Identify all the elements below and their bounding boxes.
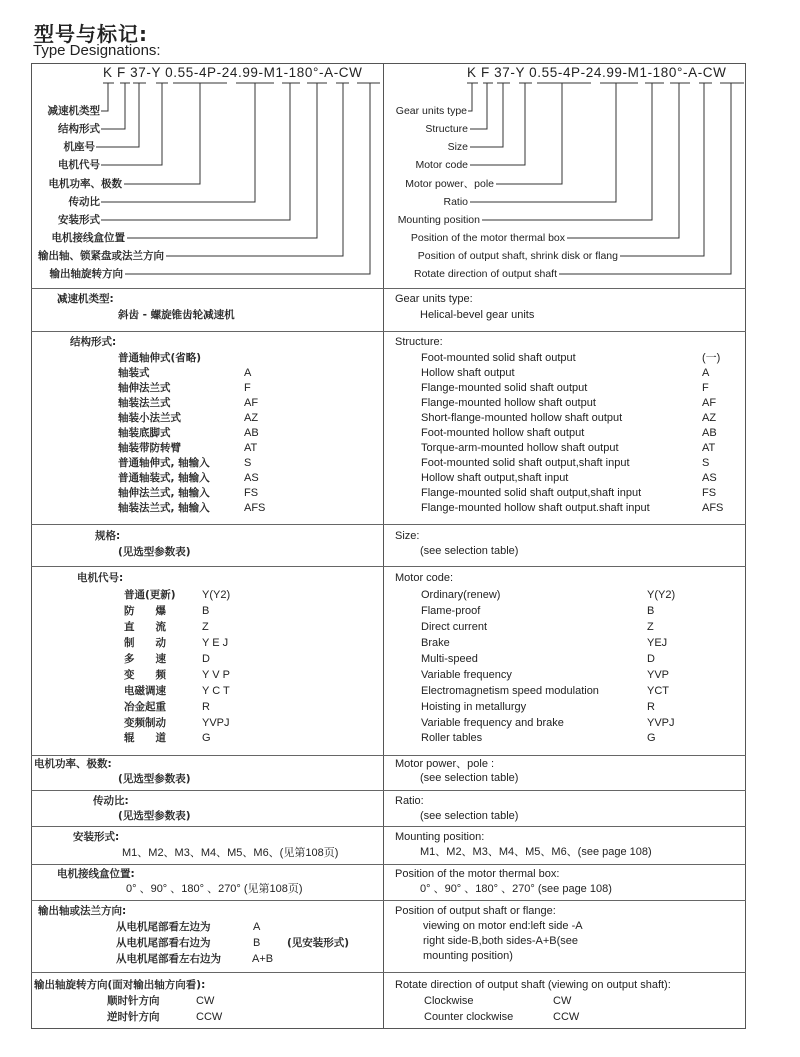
gear-type-title-en: Gear units type: — [395, 293, 473, 305]
label-motor-power-en: Motor power、pole — [405, 178, 494, 190]
list-item-code: AZ — [702, 412, 717, 424]
list-item: 从电机尾部看左右边为 — [116, 953, 221, 965]
page-title-en: Type Designations: — [33, 42, 161, 59]
list-item: Flange-mounted hollow shaft output.shaft input — [421, 502, 650, 514]
list-item: Flange-mounted solid shaft output — [421, 382, 588, 394]
list-item: 轴伸法兰式, 轴输入 — [118, 487, 210, 499]
list-item-code: (一) — [702, 352, 721, 364]
list-item-code: Z — [202, 621, 209, 633]
row-divider — [31, 566, 746, 567]
label-ratio-en: Ratio — [443, 196, 468, 208]
page-title-cn: 型号与标记: — [34, 22, 148, 46]
list-item-code: YEJ — [647, 637, 668, 649]
structure-title-en: Structure: — [395, 336, 443, 348]
list-item: Roller tables — [421, 732, 483, 744]
list-item: 普通轴装式, 轴输入 — [118, 472, 210, 484]
list-item-code: B — [647, 605, 655, 617]
output-shaft-line-en: viewing on motor end:left side -A — [423, 920, 583, 932]
list-item: Short-flange-mounted hollow shaft output — [421, 412, 623, 424]
motor-code-title-en: Motor code: — [395, 572, 454, 584]
list-item: Flange-mounted solid shaft output,shaft input — [421, 487, 642, 499]
mounting-value-en: M1、M2、M3、M4、M5、M6、(see page 108) — [420, 846, 652, 858]
list-item-code: A — [244, 367, 252, 379]
list-item: 冶金起重 — [124, 701, 166, 713]
column-divider — [383, 63, 384, 1029]
list-item: 轴装法兰式, 轴输入 — [118, 502, 210, 514]
thermal-box-value-en: 0° 、90° 、180° 、270° (see page 108) — [420, 883, 612, 895]
list-item: 从电机尾部看左边为 — [116, 921, 211, 933]
list-item: 顺时针方向 — [107, 995, 160, 1007]
gear-type-value-en: Helical-bevel gear units — [420, 309, 535, 321]
list-item-code: A — [702, 367, 710, 379]
list-item-code: S — [702, 457, 710, 469]
list-item-code: Z — [647, 621, 654, 633]
list-item: 逆时针方向 — [107, 1011, 160, 1023]
list-item-code: S — [244, 457, 252, 469]
list-item-code: CW — [196, 995, 215, 1007]
row-divider — [31, 288, 746, 289]
ratio-value-cn: (见选型参数表) — [118, 810, 191, 822]
ratio-value-en: (see selection table) — [420, 810, 519, 822]
list-item: 变频制动 — [124, 717, 166, 729]
list-item-code: YVPJ — [202, 717, 230, 729]
list-item-code: F — [702, 382, 709, 394]
label-motor-power-cn: 电机功率、极数 — [48, 178, 122, 190]
label-gear-type-en: Gear units type — [395, 105, 467, 117]
list-item: 多 速 — [124, 653, 166, 665]
output-shaft-title-cn: 输出轴或法兰方向: — [38, 905, 127, 917]
list-item: Foot-mounted solid shaft output — [421, 352, 576, 364]
motor-power-title-cn: 电机功率、极数: — [34, 758, 112, 770]
list-item: Counter clockwise — [424, 1011, 514, 1023]
list-item-code: AF — [244, 397, 259, 409]
motor-power-title-en: Motor power、pole : — [395, 758, 495, 770]
list-item-code: Y(Y2) — [647, 589, 676, 601]
label-structure-en: Structure — [425, 123, 468, 135]
list-item: Brake — [421, 637, 450, 649]
label-thermal-box-cn: 电机接线盒位置 — [51, 232, 125, 244]
list-item: 辊 道 — [124, 732, 166, 744]
list-item: 从电机尾部看右边为 — [116, 937, 211, 949]
list-item-code: AB — [702, 427, 717, 439]
list-item-code: G — [202, 732, 211, 744]
row-divider — [31, 826, 746, 827]
label-size-en: Size — [447, 141, 468, 153]
list-item: Hollow shaft output,shaft input — [421, 472, 569, 484]
label-rotation-en: Rotate direction of output shaft — [413, 268, 557, 280]
list-item: Torque-arm-mounted hollow shaft output — [421, 442, 619, 454]
list-item: Hollow shaft output — [421, 367, 515, 379]
row-divider — [31, 900, 746, 901]
thermal-box-value-cn: 0° 、90° 、180° 、270° (见第108页) — [126, 883, 303, 895]
label-motor-code-cn: 电机代号 — [58, 159, 100, 171]
list-item: Ordinary(renew) — [421, 589, 501, 601]
label-rotation-cn: 输出轴旋转方向 — [49, 268, 123, 280]
list-item-code: FS — [702, 487, 717, 499]
motor-code-title-cn: 电机代号: — [77, 572, 124, 584]
size-value-cn: (见选型参数表) — [118, 546, 191, 558]
list-item-code: AS — [702, 472, 717, 484]
label-output-shaft-cn: 输出轴、锁紧盘或法兰方向 — [38, 250, 164, 262]
list-item-code: B — [253, 937, 261, 949]
label-output-shaft-en: Position of output shaft, shrink disk or flang — [417, 250, 618, 262]
gear-type-title-cn: 减速机类型: — [57, 293, 114, 305]
list-item: 轴装小法兰式 — [118, 412, 181, 424]
list-item: Variable frequency — [421, 669, 512, 681]
label-motor-code-en: Motor code — [415, 159, 468, 171]
list-item-code: Y E J — [202, 637, 229, 649]
list-item: 轴装法兰式 — [118, 397, 171, 409]
list-item-code: Y(Y2) — [202, 589, 231, 601]
size-title-en: Size: — [395, 530, 420, 542]
list-item-code: A — [253, 921, 261, 933]
list-item: Flame-proof — [421, 605, 481, 617]
list-item-code: YVPJ — [647, 717, 675, 729]
list-item-code: AT — [702, 442, 716, 454]
motor-power-value-cn: (见选型参数表) — [118, 773, 191, 785]
list-item: Electromagnetism speed modulation — [421, 685, 599, 697]
list-item: 直 流 — [124, 621, 166, 633]
list-item-code: CW — [553, 995, 572, 1007]
list-item-code: AS — [244, 472, 259, 484]
label-mounting-en: Mounting position — [397, 214, 480, 226]
mounting-value-cn: M1、M2、M3、M4、M5、M6、(见第108页) — [122, 847, 339, 859]
list-item: 普通轴伸式, 轴输入 — [118, 457, 210, 469]
ratio-title-en: Ratio: — [395, 795, 424, 807]
list-item-code: R — [202, 701, 210, 713]
label-thermal-box-en: Position of the motor thermal box — [410, 232, 565, 244]
list-item: Foot-mounted solid shaft output,shaft input — [421, 457, 630, 469]
list-item-code: D — [202, 653, 210, 665]
list-item: Variable frequency and brake — [421, 717, 564, 729]
list-item-code: AFS — [244, 502, 266, 514]
output-shaft-line-en: right side-B,both sides-A+B(see — [423, 935, 578, 947]
label-ratio-cn: 传动比 — [68, 196, 100, 208]
list-item: 轴装底脚式 — [118, 427, 171, 439]
list-item-note: (见安装形式) — [287, 937, 350, 949]
structure-title-cn: 结构形式: — [70, 336, 117, 348]
list-item-code: AF — [702, 397, 717, 409]
thermal-box-title-en: Position of the motor thermal box: — [395, 868, 560, 880]
row-divider — [31, 864, 746, 865]
list-item-code: YCT — [647, 685, 669, 697]
list-item: 轴装式 — [118, 367, 150, 379]
output-shaft-title-en: Position of output shaft or flange: — [395, 905, 556, 917]
list-item: 普通轴伸式(省略) — [118, 352, 202, 364]
row-divider — [31, 331, 746, 332]
row-divider — [31, 790, 746, 791]
list-item: Multi-speed — [421, 653, 478, 665]
output-shaft-line-en: mounting position) — [423, 950, 513, 962]
gear-type-value-cn: 斜齿 - 螺旋锥齿轮减速机 — [118, 309, 235, 321]
list-item-code: D — [647, 653, 655, 665]
list-item-code: B — [202, 605, 210, 617]
mounting-title-en: Mounting position: — [395, 831, 485, 843]
list-item: Foot-mounted hollow shaft output — [421, 427, 585, 439]
list-item: 变 频 — [124, 669, 166, 681]
row-divider — [31, 524, 746, 525]
list-item-code: CCW — [553, 1011, 580, 1023]
list-item-code: Y V P — [202, 669, 230, 681]
designation-code-cn: K F 37-Y 0.55-4P-24.99-M1-180°-A-CW — [103, 65, 363, 80]
label-structure-cn: 结构形式 — [58, 123, 100, 135]
row-divider — [31, 972, 746, 973]
designation-code-en: K F 37-Y 0.55-4P-24.99-M1-180°-A-CW — [467, 65, 727, 80]
size-value-en: (see selection table) — [420, 545, 519, 557]
label-size-cn: 机座号 — [63, 141, 95, 153]
list-item: 轴伸法兰式 — [118, 382, 171, 394]
list-item-code: Y C T — [202, 685, 230, 697]
list-item-code: AZ — [244, 412, 259, 424]
list-item-code: CCW — [196, 1011, 223, 1023]
rotation-title-en: Rotate direction of output shaft (viewing on output shaft): — [395, 979, 671, 991]
list-item-code: G — [647, 732, 656, 744]
list-item: Clockwise — [424, 995, 474, 1007]
rotation-title-cn: 输出轴旋转方向(面对输出轴方向看): — [34, 979, 206, 991]
label-gear-type-cn: 减速机类型 — [47, 105, 100, 117]
list-item-code: YVP — [647, 669, 670, 681]
list-item: Hoisting in metallurgy — [421, 701, 527, 713]
ratio-title-cn: 传动比: — [93, 795, 129, 807]
list-item-code: R — [647, 701, 655, 713]
label-mounting-cn: 安装形式 — [58, 214, 100, 226]
list-item-code: AB — [244, 427, 259, 439]
list-item-code: F — [244, 382, 251, 394]
list-item: 防 爆 — [124, 605, 166, 617]
list-item: Direct current — [421, 621, 488, 633]
row-divider — [31, 755, 746, 756]
list-item: 制 动 — [124, 637, 166, 649]
list-item: 电磁调速 — [124, 685, 166, 697]
list-item: Flange-mounted hollow shaft output — [421, 397, 596, 409]
size-title-cn: 规格: — [95, 530, 121, 542]
motor-power-value-en: (see selection table) — [420, 772, 519, 784]
mounting-title-cn: 安装形式: — [73, 831, 120, 843]
thermal-box-title-cn: 电机接线盒位置: — [57, 868, 135, 880]
list-item-code: AFS — [702, 502, 724, 514]
list-item-code: A+B — [252, 953, 274, 965]
list-item-code: FS — [244, 487, 259, 499]
list-item-code: AT — [244, 442, 258, 454]
list-item: 轴装带防转臂 — [118, 442, 181, 454]
list-item: 普通(更新) — [124, 589, 176, 601]
